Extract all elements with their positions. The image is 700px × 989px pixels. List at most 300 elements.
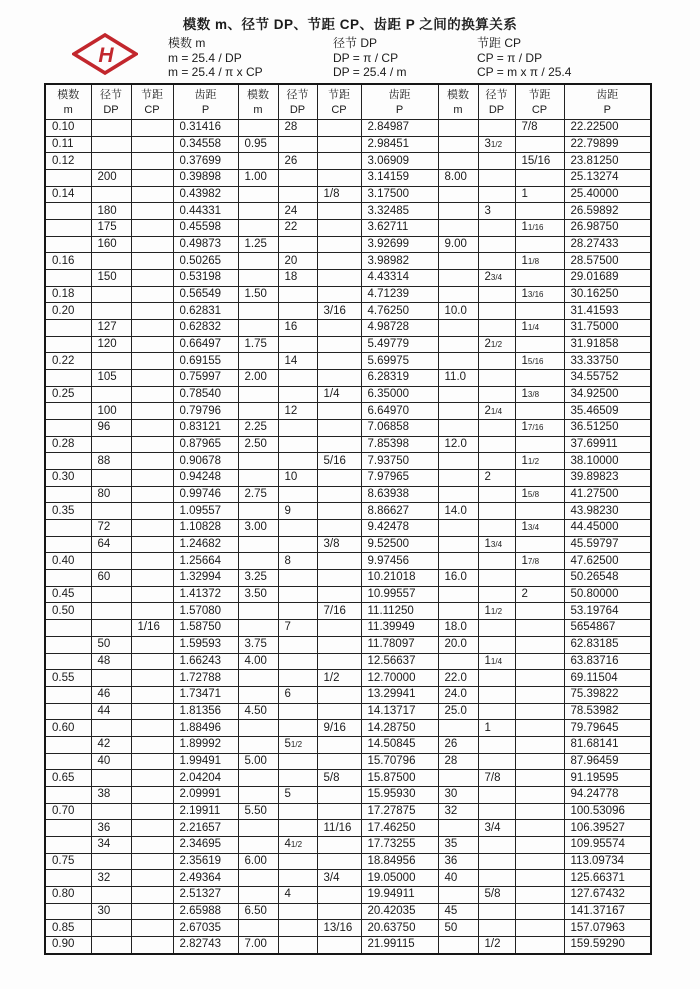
table-row — [45, 703, 651, 720]
table-row — [45, 153, 651, 170]
table-cell: 43.98230 — [564, 503, 651, 520]
table-cell: 1/2 — [317, 670, 361, 687]
table-cell — [438, 536, 478, 553]
formula-heading: 模数 m — [168, 36, 206, 50]
table-cell — [45, 370, 91, 387]
table-cell: 0.30 — [45, 470, 91, 487]
table-cell — [131, 353, 173, 370]
table-row — [45, 270, 651, 287]
table-cell — [131, 236, 173, 253]
table-cell: 11/8 — [515, 253, 564, 270]
table-cell — [317, 736, 361, 753]
table-cell — [438, 186, 478, 203]
table-cell — [515, 270, 564, 287]
table-cell — [478, 753, 515, 770]
table-cell — [317, 636, 361, 653]
table-cell — [317, 903, 361, 920]
table-row — [45, 420, 651, 437]
table-cell: 25.13274 — [564, 170, 651, 187]
table-cell: 8.86627 — [361, 503, 438, 520]
table-cell — [478, 320, 515, 337]
table-cell — [317, 520, 361, 537]
table-cell — [515, 920, 564, 937]
table-cell — [45, 236, 91, 253]
table-cell — [45, 820, 91, 837]
table-cell: 6.64970 — [361, 403, 438, 420]
table-cell: 30.16250 — [564, 286, 651, 303]
table-cell — [131, 470, 173, 487]
table-cell — [131, 170, 173, 187]
table-cell: 3.17500 — [361, 186, 438, 203]
table-cell — [478, 553, 515, 570]
table-cell — [91, 586, 131, 603]
table-cell: 0.45598 — [173, 220, 238, 237]
table-row — [45, 436, 651, 453]
table-cell — [317, 120, 361, 137]
table-cell — [91, 603, 131, 620]
table-cell — [515, 820, 564, 837]
table-cell: 2.51327 — [173, 886, 238, 903]
table-cell — [478, 670, 515, 687]
table-row — [45, 670, 651, 687]
table-cell: 1.66243 — [173, 653, 238, 670]
table-cell — [478, 303, 515, 320]
fraction-part: 3/4 — [490, 273, 503, 283]
table-cell: 36.51250 — [564, 420, 651, 437]
table-cell: 3.92699 — [361, 236, 438, 253]
table-cell — [278, 520, 317, 537]
table-cell: 200 — [91, 170, 131, 187]
table-cell — [91, 936, 131, 953]
table-cell: 15/8 — [515, 486, 564, 503]
table-cell — [278, 536, 317, 553]
logo-letter: H — [98, 44, 114, 67]
table-cell: 3.75 — [238, 636, 278, 653]
table-cell: 17/16 — [515, 420, 564, 437]
table-cell: 14.28750 — [361, 720, 438, 737]
column-header: 径节 DP — [91, 84, 131, 120]
table-cell: 11.11250 — [361, 603, 438, 620]
table-cell: 10.21018 — [361, 570, 438, 587]
page-title: 模数 m、径节 DP、节距 CP、齿距 P 之间的换算关系 — [182, 17, 518, 32]
table-cell: 11.0 — [438, 370, 478, 387]
table-cell — [238, 403, 278, 420]
table-cell: 8 — [278, 553, 317, 570]
table-cell — [91, 286, 131, 303]
table-row — [45, 370, 651, 387]
table-cell: 0.50265 — [173, 253, 238, 270]
table-cell — [317, 403, 361, 420]
table-cell: 35.46509 — [564, 403, 651, 420]
table-cell: 40 — [438, 870, 478, 887]
table-cell: 0.40 — [45, 553, 91, 570]
table-cell: 0.44331 — [173, 203, 238, 220]
table-cell: 33.33750 — [564, 353, 651, 370]
table-cell: 62.83185 — [564, 636, 651, 653]
table-cell — [131, 770, 173, 787]
table-row — [45, 903, 651, 920]
table-cell: 16 — [278, 320, 317, 337]
table-cell: 100 — [91, 403, 131, 420]
table-cell — [45, 536, 91, 553]
table-cell — [91, 770, 131, 787]
table-cell — [438, 770, 478, 787]
table-cell — [438, 586, 478, 603]
table-cell: 1.99491 — [173, 753, 238, 770]
formula-line: DP = π / CP — [333, 50, 399, 65]
table-cell — [238, 353, 278, 370]
table-cell: 0.43982 — [173, 186, 238, 203]
table-cell: 0.18 — [45, 286, 91, 303]
table-cell — [317, 203, 361, 220]
table-cell — [131, 720, 173, 737]
table-cell — [515, 753, 564, 770]
table-cell: 22 — [278, 220, 317, 237]
table-cell — [438, 270, 478, 287]
table-cell: 15/16 — [515, 153, 564, 170]
table-cell — [278, 336, 317, 353]
table-cell — [438, 886, 478, 903]
table-cell — [131, 503, 173, 520]
table-cell: 2.19911 — [173, 803, 238, 820]
table-cell: 0.55 — [45, 670, 91, 687]
fraction-part: 7/16 — [527, 423, 544, 433]
table-cell — [438, 820, 478, 837]
table-cell: 31/2 — [478, 136, 515, 153]
table-cell — [131, 670, 173, 687]
fraction-part: 3/4 — [527, 523, 540, 533]
table-cell: 0.14 — [45, 186, 91, 203]
fraction-part: 1/8 — [527, 256, 540, 266]
table-cell: 75.39822 — [564, 686, 651, 703]
table-cell — [317, 286, 361, 303]
table-cell — [317, 753, 361, 770]
table-row — [45, 603, 651, 620]
table-cell — [91, 386, 131, 403]
table-cell — [91, 853, 131, 870]
table-row — [45, 253, 651, 270]
table-cell — [317, 486, 361, 503]
table-cell — [438, 353, 478, 370]
table-cell: 46 — [91, 686, 131, 703]
table-cell: 19.05000 — [361, 870, 438, 887]
table-row — [45, 136, 651, 153]
table-row — [45, 486, 651, 503]
table-cell — [45, 903, 91, 920]
table-cell: 14.13717 — [361, 703, 438, 720]
table-cell — [438, 403, 478, 420]
table-row — [45, 236, 651, 253]
table-cell: 69.11504 — [564, 670, 651, 687]
table-cell — [45, 403, 91, 420]
table-cell — [131, 203, 173, 220]
table-cell: 50.26548 — [564, 570, 651, 587]
table-cell: 5/8 — [317, 770, 361, 787]
table-cell — [438, 336, 478, 353]
table-cell — [45, 203, 91, 220]
table-cell — [515, 736, 564, 753]
table-cell — [478, 636, 515, 653]
table-row — [45, 736, 651, 753]
table-cell: 63.83716 — [564, 653, 651, 670]
table-cell: 0.75997 — [173, 370, 238, 387]
table-cell — [238, 253, 278, 270]
table-cell: 88 — [91, 453, 131, 470]
table-cell — [131, 436, 173, 453]
table-row — [45, 203, 651, 220]
formula-block-diametral-pitch — [333, 36, 406, 80]
table-cell: 3/8 — [317, 536, 361, 553]
table-cell — [515, 803, 564, 820]
column-header: 模数 m — [438, 84, 478, 120]
table-cell — [45, 220, 91, 237]
table-cell: 26.98750 — [564, 220, 651, 237]
table-cell — [317, 253, 361, 270]
table-cell — [238, 920, 278, 937]
table-cell — [515, 503, 564, 520]
table-cell: 160 — [91, 236, 131, 253]
table-cell — [45, 170, 91, 187]
table-cell: 48 — [91, 653, 131, 670]
table-cell: 0.85 — [45, 920, 91, 937]
table-cell — [91, 120, 131, 137]
table-cell: 1.24682 — [173, 536, 238, 553]
table-cell — [91, 303, 131, 320]
table-cell — [131, 920, 173, 937]
formula-block-circular-pitch — [477, 36, 571, 80]
table-cell: 21.99115 — [361, 936, 438, 953]
table-row — [45, 186, 651, 203]
table-cell — [45, 653, 91, 670]
table-cell — [478, 686, 515, 703]
table-cell: 0.78540 — [173, 386, 238, 403]
table-cell — [515, 720, 564, 737]
table-cell — [238, 503, 278, 520]
table-row — [45, 753, 651, 770]
table-cell: 17.46250 — [361, 820, 438, 837]
table-cell — [317, 153, 361, 170]
table-cell — [515, 886, 564, 903]
table-cell — [438, 386, 478, 403]
table-cell: 127.67432 — [564, 886, 651, 903]
table-cell: 7.93750 — [361, 453, 438, 470]
table-cell — [515, 536, 564, 553]
table-cell — [45, 320, 91, 337]
table-cell — [131, 786, 173, 803]
table-cell — [131, 186, 173, 203]
table-cell — [131, 653, 173, 670]
table-cell: 18 — [278, 270, 317, 287]
table-cell: 0.31416 — [173, 120, 238, 137]
formula-line: DP = 25.4 / m — [333, 65, 407, 79]
table-cell: 2.84987 — [361, 120, 438, 137]
table-cell — [45, 786, 91, 803]
table-row — [45, 286, 651, 303]
table-cell — [515, 786, 564, 803]
table-cell — [515, 870, 564, 887]
table-cell: 17.73255 — [361, 836, 438, 853]
table-cell: 109.95574 — [564, 836, 651, 853]
table-row — [45, 520, 651, 537]
table-cell: 2.75 — [238, 486, 278, 503]
fraction-part: 1/2 — [490, 340, 503, 350]
table-cell: 42 — [91, 736, 131, 753]
table-cell — [278, 820, 317, 837]
fraction-part: 5/16 — [527, 356, 544, 366]
table-cell — [478, 586, 515, 603]
table-cell — [278, 870, 317, 887]
table-cell: 21/4 — [478, 403, 515, 420]
table-cell — [238, 870, 278, 887]
table-cell — [238, 303, 278, 320]
table-cell — [278, 420, 317, 437]
table-cell — [478, 236, 515, 253]
table-cell — [278, 853, 317, 870]
table-row — [45, 853, 651, 870]
column-header: 节距 CP — [515, 84, 564, 120]
table-cell: 2.35619 — [173, 853, 238, 870]
table-cell: 1.75 — [238, 336, 278, 353]
table-cell — [91, 503, 131, 520]
table-cell: 5/16 — [317, 453, 361, 470]
table-row — [45, 220, 651, 237]
table-cell: 79.79645 — [564, 720, 651, 737]
table-cell — [438, 720, 478, 737]
table-row — [45, 536, 651, 553]
table-cell — [438, 453, 478, 470]
table-cell: 1.88496 — [173, 720, 238, 737]
table-cell: 1 — [515, 186, 564, 203]
table-row — [45, 686, 651, 703]
table-cell — [278, 936, 317, 953]
table-cell — [478, 786, 515, 803]
column-header: 模数 m — [238, 84, 278, 120]
column-header: 径节 DP — [478, 84, 515, 120]
table-cell — [278, 753, 317, 770]
table-cell — [478, 253, 515, 270]
table-cell — [317, 370, 361, 387]
table-cell — [91, 436, 131, 453]
table-cell — [515, 653, 564, 670]
table-cell: 3/4 — [317, 870, 361, 887]
table-cell: 1.00 — [238, 170, 278, 187]
table-cell — [91, 153, 131, 170]
table-cell: 6 — [278, 686, 317, 703]
table-cell — [238, 886, 278, 903]
table-cell: 8.00 — [438, 170, 478, 187]
table-cell — [317, 553, 361, 570]
table-cell: 39.89823 — [564, 470, 651, 487]
table-cell: 0.28 — [45, 436, 91, 453]
table-cell: 0.39898 — [173, 170, 238, 187]
table-cell: 50 — [91, 636, 131, 653]
table-cell — [438, 286, 478, 303]
table-cell — [317, 336, 361, 353]
table-cell — [131, 320, 173, 337]
table-cell — [278, 603, 317, 620]
table-row — [45, 570, 651, 587]
fraction-part: 1/16 — [527, 223, 544, 233]
formula-heading: 径节 DP — [333, 36, 378, 50]
table-cell — [478, 436, 515, 453]
table-cell — [238, 820, 278, 837]
table-cell — [478, 836, 515, 853]
table-cell — [238, 553, 278, 570]
table-cell — [438, 936, 478, 953]
table-cell: 7.00 — [238, 936, 278, 953]
table-cell: 12 — [278, 403, 317, 420]
table-cell — [317, 620, 361, 637]
table-row — [45, 936, 651, 953]
table-cell — [238, 203, 278, 220]
table-cell: 2.34695 — [173, 836, 238, 853]
table-cell: 1.72788 — [173, 670, 238, 687]
table-cell: 1.73471 — [173, 686, 238, 703]
table-cell: 7/16 — [317, 603, 361, 620]
table-cell — [317, 936, 361, 953]
table-cell — [131, 936, 173, 953]
table-cell — [515, 436, 564, 453]
table-cell — [278, 920, 317, 937]
table-cell — [238, 320, 278, 337]
table-cell — [278, 720, 317, 737]
table-cell — [45, 636, 91, 653]
table-cell: 1 — [478, 720, 515, 737]
table-row — [45, 886, 651, 903]
table-cell — [317, 420, 361, 437]
table-cell — [478, 920, 515, 937]
table-cell: 12.0 — [438, 436, 478, 453]
table-cell — [91, 920, 131, 937]
table-cell — [131, 820, 173, 837]
table-cell — [438, 486, 478, 503]
table-cell: 2.65988 — [173, 903, 238, 920]
table-cell: 3.06909 — [361, 153, 438, 170]
fraction-part: 1/2 — [490, 140, 503, 149]
table-cell: 9.97456 — [361, 553, 438, 570]
table-row — [45, 553, 651, 570]
table-cell: 45 — [438, 903, 478, 920]
table-cell — [238, 620, 278, 637]
table-row — [45, 636, 651, 653]
table-cell — [45, 836, 91, 853]
table-cell — [278, 370, 317, 387]
table-cell — [131, 153, 173, 170]
header-row — [45, 84, 651, 120]
table-cell: 7.06858 — [361, 420, 438, 437]
table-cell: 2.00 — [238, 370, 278, 387]
table-cell: 19.94911 — [361, 886, 438, 903]
table-cell — [91, 253, 131, 270]
table-row — [45, 803, 651, 820]
table-cell: 23/4 — [478, 270, 515, 287]
table-cell — [515, 203, 564, 220]
table-row — [45, 353, 651, 370]
table-cell: 0.16 — [45, 253, 91, 270]
table-cell — [131, 453, 173, 470]
table-cell: 5 — [278, 786, 317, 803]
table-cell: 2.67035 — [173, 920, 238, 937]
table-cell — [438, 520, 478, 537]
table-cell — [238, 153, 278, 170]
table-cell — [131, 753, 173, 770]
formula-heading: 节距 CP — [477, 36, 522, 50]
table-cell — [515, 136, 564, 153]
table-cell: 34.92500 — [564, 386, 651, 403]
table-cell: 34 — [91, 836, 131, 853]
table-cell: 87.96459 — [564, 753, 651, 770]
table-cell: 6.00 — [238, 853, 278, 870]
